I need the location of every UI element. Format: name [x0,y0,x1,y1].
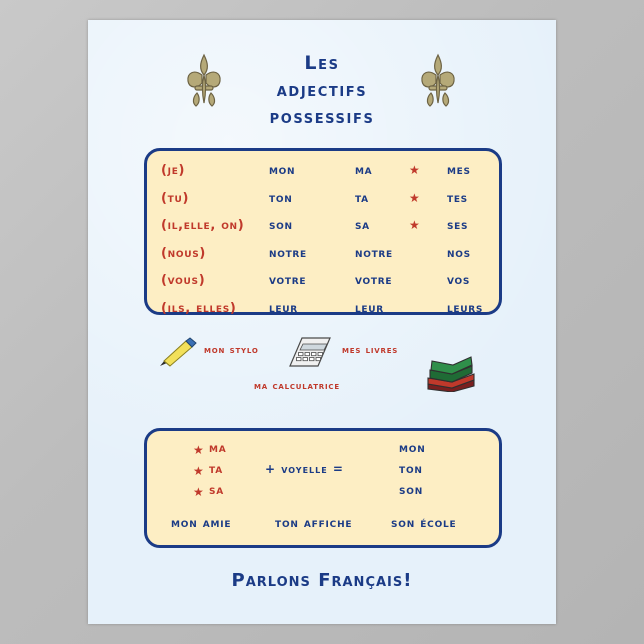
plural-cell: vos [447,273,471,288]
star-icon: ★ [409,163,420,177]
table-row [147,185,499,213]
pronoun-cell: (ils, elles) [161,300,237,316]
pronoun-cell: (il,elle, on) [161,218,245,233]
rule-left-item: sa [209,483,225,498]
pronoun-cell: (nous) [161,245,207,261]
books-icon [422,348,478,392]
page-title [88,50,556,131]
pen-label: mon stylo [204,344,259,356]
table-row [147,295,499,323]
masculine-cell: son [269,218,293,233]
rule-example: son école [391,515,457,530]
star-icon: ★ [193,464,204,478]
table-row [147,157,499,185]
title-line-2: adjectifs [276,79,368,101]
poster-footer: Parlons Français! [231,570,413,591]
feminine-cell: votre [355,273,393,288]
title-line-1: Les [304,52,340,74]
masculine-cell: leur [269,300,298,316]
plural-cell: leurs [447,300,484,316]
masculine-cell: ton [269,190,293,206]
calculator-label: ma calculatrice [254,380,340,392]
feminine-cell: notre [355,245,393,261]
star-icon: ★ [409,190,420,205]
star-icon: ★ [193,485,204,499]
rule-example: ton affiche [275,515,353,530]
possessive-adjectives-table [144,148,502,315]
masculine-cell: mon [269,163,296,178]
pronoun-cell: (vous) [161,273,206,288]
rule-operator: + voyelle = [265,462,344,476]
feminine-cell: leur [355,300,384,316]
rule-example: mon amie [171,515,232,530]
rule-left-item: ta [209,462,224,477]
rule-left-item: ma [209,441,227,456]
feminine-cell: ta [355,190,369,206]
star-icon: ★ [193,443,204,457]
feminine-cell: sa [355,218,370,233]
rule-right-item: mon [399,441,426,456]
plural-cell: ses [447,218,469,233]
masculine-cell: notre [269,245,307,261]
plural-cell: tes [447,190,468,206]
table-row [147,240,499,268]
star-icon: ★ [409,218,420,232]
title-line-3: possessifs [269,106,375,128]
masculine-cell: votre [269,273,307,288]
table-row [147,212,499,240]
pronoun-cell: (tu) [161,190,190,206]
poster-canvas [88,20,556,624]
pronoun-cell: (je) [161,163,186,178]
table-row [147,267,499,295]
books-label: mes livres [342,344,399,356]
pen-icon [156,336,200,370]
calculator-icon [284,332,336,372]
plural-cell: mes [447,163,471,178]
rule-right-item: ton [399,462,423,477]
examples-section [144,332,502,412]
poster [88,20,556,624]
plural-cell: nos [447,245,471,261]
feminine-cell: ma [355,163,373,178]
vowel-rule-box [144,428,502,548]
rule-right-item: son [399,483,424,498]
